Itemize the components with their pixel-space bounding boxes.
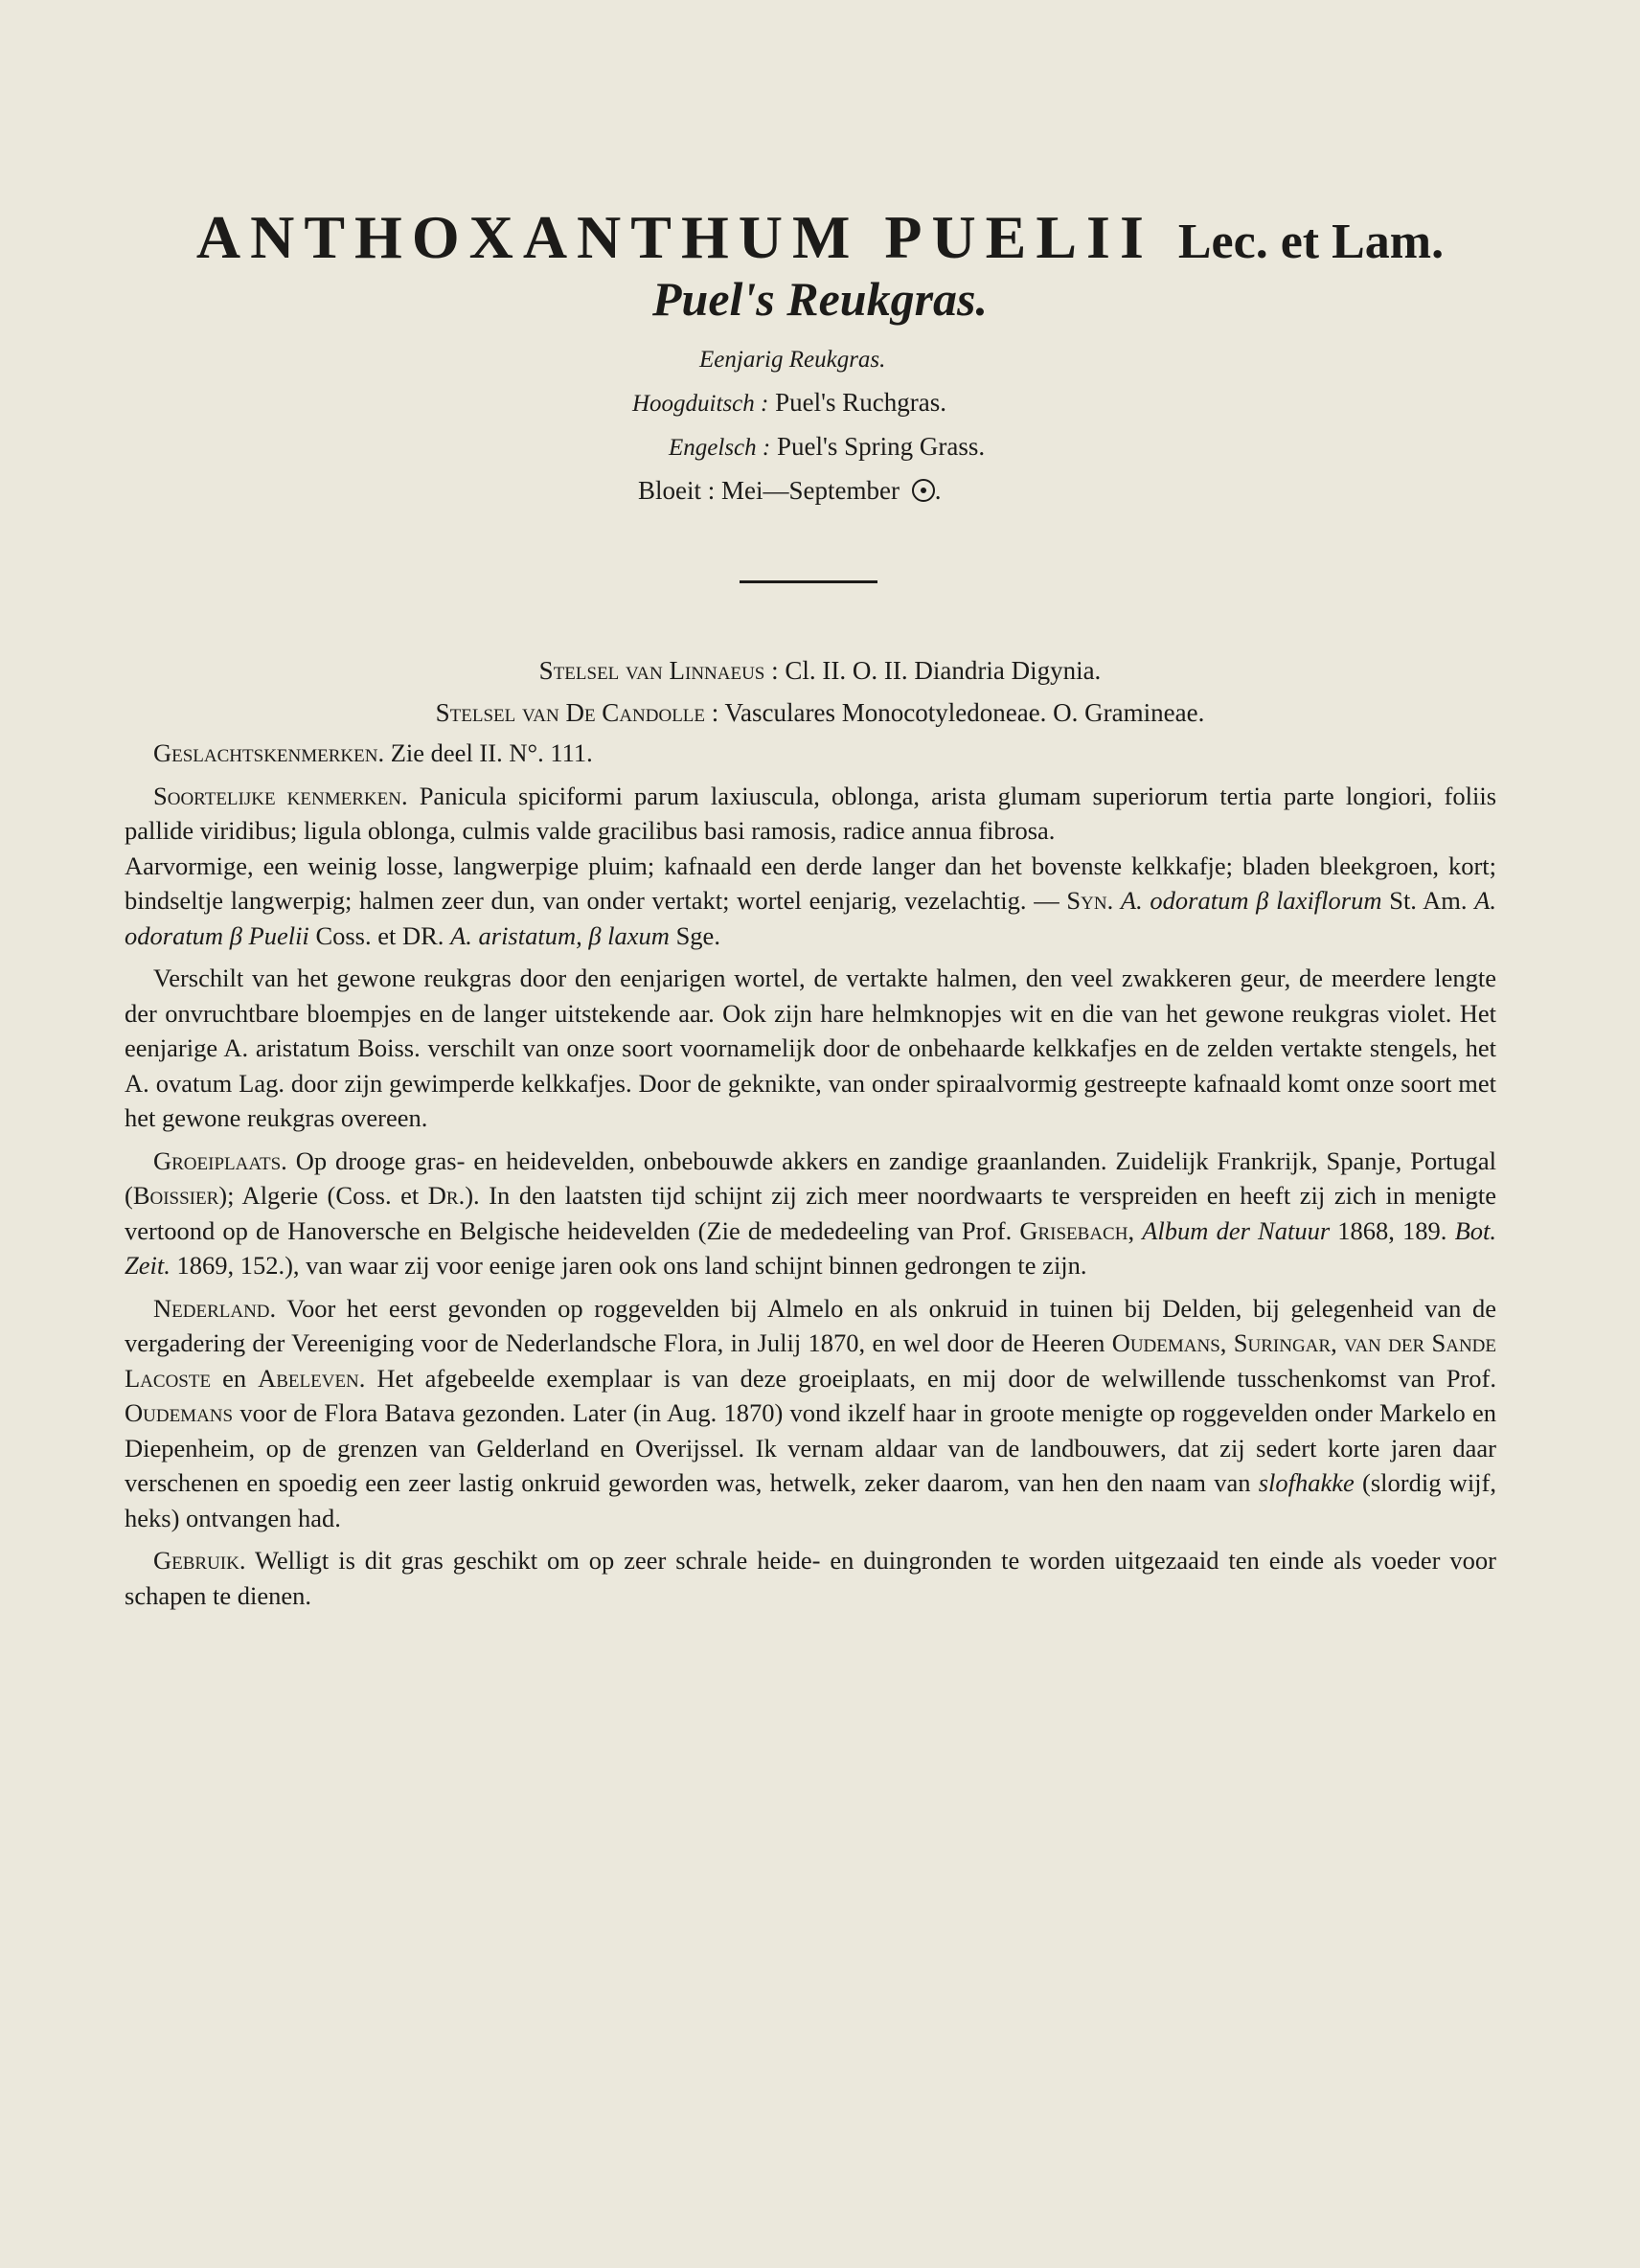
- author-coss: Coss.: [335, 1181, 392, 1210]
- page-subtitle: Puel's Reukgras.: [651, 272, 989, 326]
- title-genus: ANTHOXANTHUM PUELII: [195, 203, 1153, 271]
- difference-paragraph: Verschilt van het gewone reukgras door den eenjarigen wortel, de vertakte halmen, den veel zwakkeren geur, de meerdere lengte der onvruchtbare bloempjes en de langer uitstekende aar. Ook zijn hare helmknopjes wit en die van het gewone reukgras violet. Het eenjarige A. aristatum Boiss. verschilt van onze soort voornamelijk door de onbehaarde kelkkafjes en de zelden vertakte stengels, het A. ovatum Lag. door zijn gewimperde kelkkafjes. Door de geknikte, van onder spiraalvormig gestreepte kafnaald komt onze soort met het gewone reukgras overeen.: [125, 964, 1496, 1132]
- english-label: Engelsch :: [669, 435, 771, 461]
- candolle-label: Stelsel van De Candolle :: [435, 698, 719, 727]
- candolle-value: Vasculares Monocotyledoneae. O. Gramineae.: [724, 698, 1205, 727]
- netherlands-paragraph: [125, 1291, 1496, 1536]
- english-name-row: [669, 425, 985, 469]
- species-characters-label: Soortelijke kenmerken.: [153, 781, 408, 810]
- synonym-2: A. odoratum β Puelii: [125, 886, 1497, 950]
- linnaeus-value: Cl. II. O. II. Diandria Digynia.: [785, 656, 1102, 685]
- synonym-3: A. aristatum, β laxum: [450, 920, 670, 950]
- syn-label: Syn.: [1066, 886, 1114, 915]
- netherlands-text: ,: [1331, 1328, 1345, 1357]
- synonym-2-author: Coss. et DR.: [315, 920, 444, 950]
- flowering-value: Mei—September: [721, 476, 900, 505]
- habitat-text: ). In den laatsten tijd schijnt zij zich meer noordwaarts te verspreiden en heeft zij zich in menigte vertoond op de Hanoversche en Belgische heidevelden (Zie de mededeeling van Prof.: [125, 1181, 1497, 1245]
- author-boissier: Boissier: [132, 1181, 219, 1210]
- divider-rule: [740, 580, 877, 583]
- genus-characters-label: Geslachtskenmerken.: [153, 738, 385, 767]
- netherlands-text: . Het afgebeelde exemplaar is van deze groeiplaats, en mij door de welwillende tusschenkomst van Prof.: [358, 1363, 1496, 1393]
- habitat-text: 1869, 152.), van waar zij voor eenige jaren ook ons land schijnt binnen gedrongen te zijn.: [170, 1251, 1087, 1280]
- flowering-label: Bloeit :: [638, 476, 716, 505]
- person-abeleven: Abeleven: [258, 1363, 359, 1393]
- body-text: [125, 736, 1496, 1621]
- synonym-1: A. odoratum β laxiflorum: [1120, 886, 1382, 915]
- common-names: [613, 337, 985, 512]
- netherlands-text: (slordig wijf, heks) ontvangen had.: [125, 1468, 1496, 1532]
- netherlands-text: Voor het eerst gevonden op roggevelden bij Almelo en als onkruid in tuinen bij Delden, bij gelegenheid van de vergadering der Vereeniging voor de Nederlandsche Flora, in Julij 1870, en wel door de Heeren: [125, 1293, 1496, 1357]
- habitat-label: Groeiplaats.: [153, 1145, 287, 1175]
- synonym-3-author: Sge.: [675, 920, 720, 950]
- author-dr: Dr.: [427, 1181, 466, 1210]
- species-characters-paragraph: [125, 779, 1496, 954]
- habitat-text: ); Algerie (: [218, 1181, 336, 1210]
- syn-dash: —: [1034, 886, 1059, 915]
- person-lacoste: van der Sande Lacoste: [125, 1328, 1496, 1393]
- linnaeus-system: [0, 653, 1640, 688]
- alt-name: Eenjarig Reukgras.: [699, 347, 886, 373]
- species-latin-diagnosis: Panicula spiciformi parum laxiuscula, oblonga, arista glumam superiorum tertia parte longiori, foliis pallide viridibus; ligula oblonga, culmis valde gracilibus basi ramosis, radice annua fibrosa.: [125, 781, 1497, 845]
- netherlands-text: voor de Flora Batava gezonden. Later (in Aug. 1870) vond ikzelf haar in groote menigte op roggevelden onder Markelo en Diepenheim, op de grenzen van Gelderland en Overijssel. Ik vernam aldaar van de landbouwers, dat zij sedert korte jaren daar verschenen en spoedig een zeer lastig onkruid geworden was, hetwelk, zeker daarom, van hen den naam van: [125, 1398, 1496, 1497]
- local-name-slofhakke: slofhakke: [1258, 1468, 1355, 1497]
- habitat-paragraph: [125, 1144, 1496, 1283]
- habitat-text: et: [391, 1181, 428, 1210]
- netherlands-text: en: [211, 1363, 259, 1393]
- author-grisebach: Grisebach: [1019, 1215, 1128, 1245]
- usage-label: Gebruik.: [153, 1546, 246, 1575]
- synonym-1-author: St. Am.: [1389, 886, 1468, 915]
- genus-characters-text: Zie deel II. N°. 111.: [390, 738, 593, 767]
- habitat-text: ,: [1128, 1215, 1143, 1245]
- annual-sun-icon: [912, 479, 935, 502]
- netherlands-text: ,: [1219, 1328, 1234, 1357]
- species-dutch-diagnosis: Aarvormige, een weinig losse, langwerpige pluim; kafnaald een derde langer dan het bovenste kelkkafje; bladen bleekgroen, kort; bindseltje langwerpig; halmen zeer dun, van onder vertakt; wortel eenjarig, vezelachtig.: [125, 850, 1496, 915]
- linnaeus-label: Stelsel van Linnaeus :: [538, 656, 779, 685]
- page-title: [0, 199, 1640, 281]
- person-oudemans-2: Oudemans: [125, 1398, 234, 1427]
- german-label: Hoogduitsch :: [632, 391, 769, 417]
- person-oudemans: Oudemans: [1111, 1328, 1220, 1357]
- habitat-text: Op drooge gras- en heidevelden, onbebouwde akkers en zandige graanlanden. Zuidelijk Frankrijk, Spanje, Portugal (: [125, 1145, 1497, 1210]
- english-name: Puel's Spring Grass.: [776, 432, 986, 461]
- habitat-text: 1868, 189.: [1330, 1215, 1455, 1245]
- german-name: Puel's Ruchgras.: [775, 388, 946, 417]
- netherlands-label: Nederland.: [153, 1293, 277, 1323]
- flowering-row: [638, 469, 985, 512]
- publication-album: Album der Natuur: [1142, 1215, 1331, 1245]
- usage-text: Welligt is dit gras geschikt om op zeer schrale heide- en duingronden te worden uitgezaaid ten einde als voeder voor schapen te dienen.: [125, 1546, 1496, 1610]
- german-name-row: [632, 381, 985, 425]
- person-suringar: Suringar: [1233, 1328, 1332, 1357]
- alt-name-row: [699, 337, 985, 381]
- title-author: Lec. et Lam.: [1177, 215, 1445, 269]
- genus-characters-paragraph: [125, 736, 1496, 771]
- publication-bot-zeit: Bot. Zeit.: [125, 1215, 1497, 1280]
- usage-paragraph: [125, 1543, 1496, 1613]
- flowering-end: .: [934, 476, 942, 505]
- candolle-system: [0, 695, 1640, 730]
